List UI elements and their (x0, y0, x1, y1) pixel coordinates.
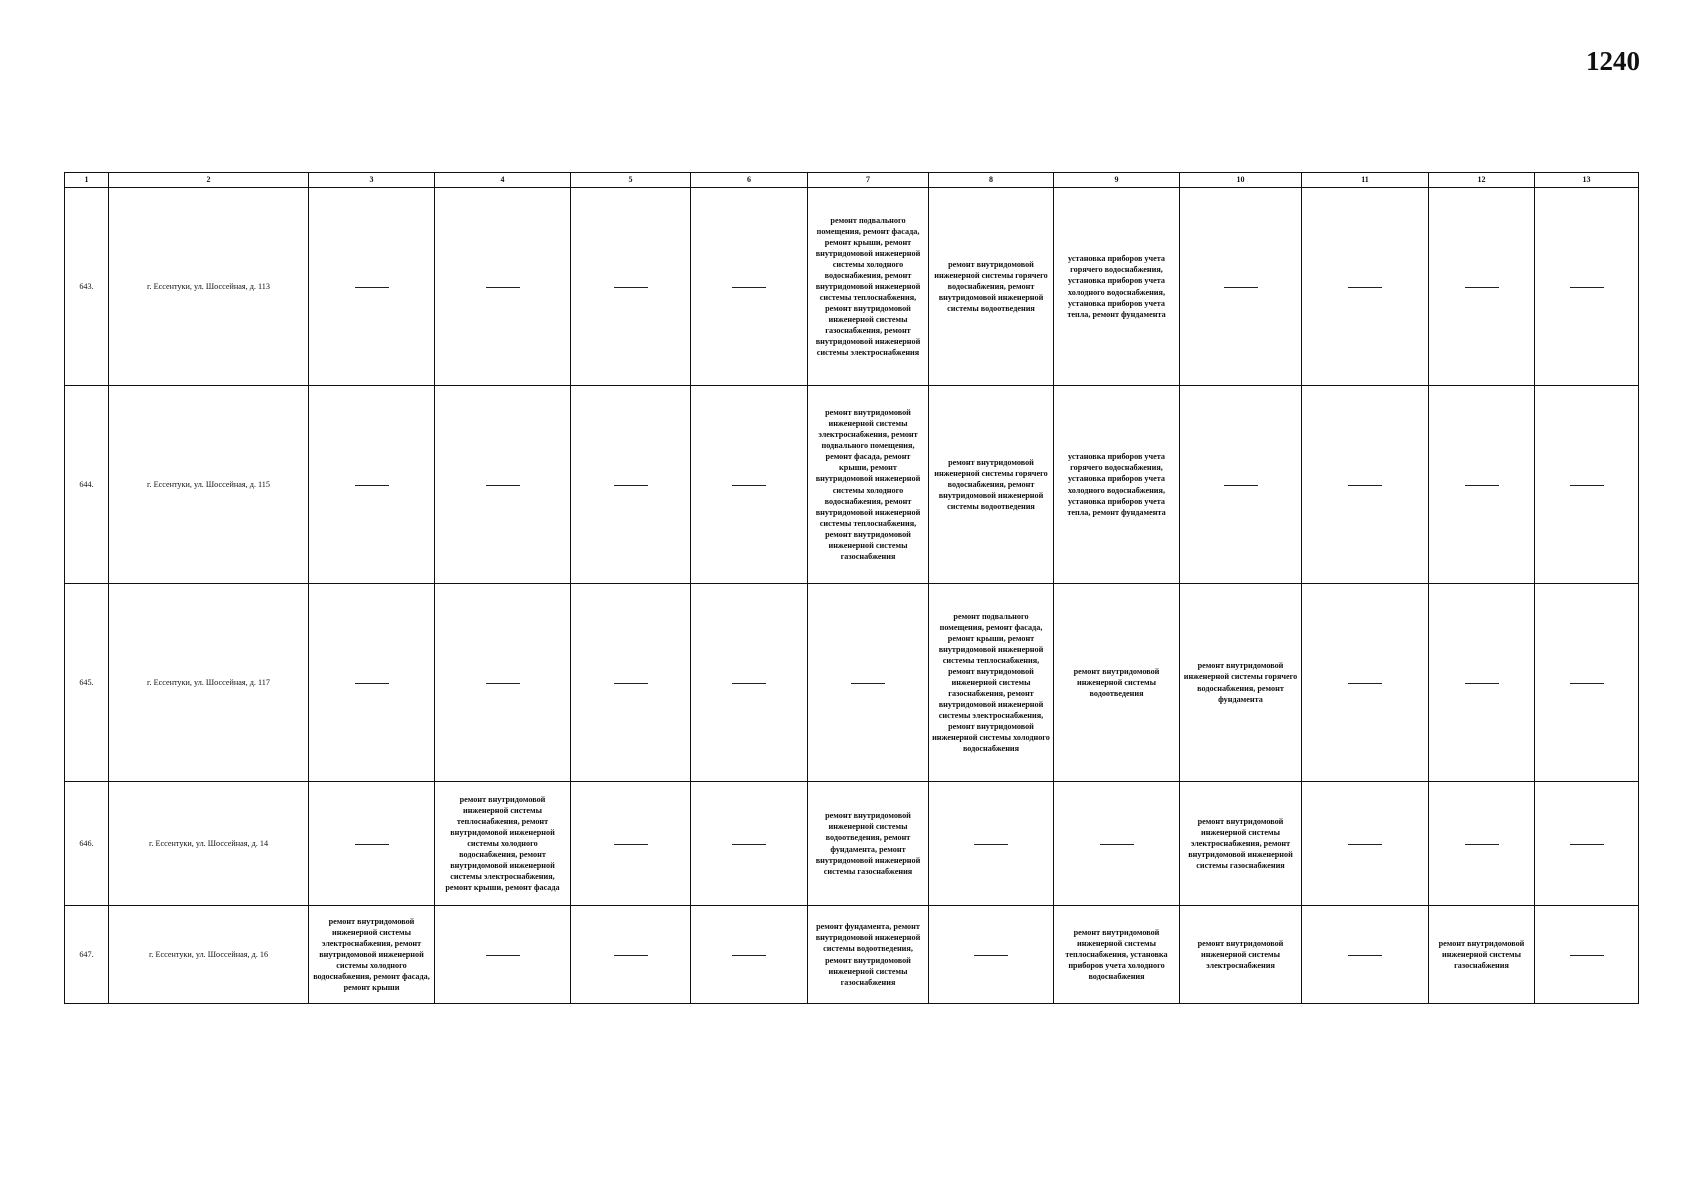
dash-mark (974, 844, 1008, 845)
empty-cell (1535, 906, 1639, 1004)
work-description-cell: ремонт подвального помещения, ремонт фасада, ремонт крыши, ремонт внутридомовой инженерной системы холодного водоснабжения, ремонт внутридомовой инженерной системы теплоснабжения, ремонт внутридомовой инженерной системы газоснабжения, ремонт внутридомовой инженерной системы электроснабжения (808, 188, 929, 386)
dash-mark (851, 683, 885, 684)
dash-mark (1348, 287, 1382, 288)
row-number: 644. (65, 386, 109, 584)
dash-mark (1348, 955, 1382, 956)
dash-mark (614, 287, 648, 288)
empty-cell (691, 386, 808, 584)
empty-cell (571, 386, 691, 584)
empty-cell (1180, 188, 1302, 386)
dash-mark (355, 683, 389, 684)
empty-cell (309, 584, 435, 782)
empty-cell (1302, 386, 1429, 584)
empty-cell (571, 906, 691, 1004)
dash-mark (486, 287, 520, 288)
dash-mark (732, 683, 766, 684)
address-cell: г. Ессентуки, ул. Шоссейная, д. 115 (109, 386, 309, 584)
dash-mark (1348, 485, 1382, 486)
empty-cell (808, 584, 929, 782)
column-number: 9 (1054, 173, 1180, 188)
work-description-cell: ремонт внутридомовой инженерной системы электроснабжения (1180, 906, 1302, 1004)
address-cell: г. Ессентуки, ул. Шоссейная, д. 16 (109, 906, 309, 1004)
work-description-cell: установка приборов учета горячего водоснабжения, установка приборов учета холодного водоснабжения, установка приборов учета тепла, ремонт фундамента (1054, 386, 1180, 584)
row-number: 645. (65, 584, 109, 782)
empty-cell (1429, 584, 1535, 782)
empty-cell (1302, 584, 1429, 782)
repair-schedule-table (64, 172, 1639, 1004)
work-description-cell: установка приборов учета горячего водоснабжения, установка приборов учета холодного водоснабжения, установка приборов учета тепла, ремонт фундамента (1054, 188, 1180, 386)
dash-mark (1570, 955, 1604, 956)
work-description-cell: ремонт фундамента, ремонт внутридомовой инженерной системы водоотведения, ремонт внутридомовой инженерной системы газоснабжения (808, 906, 929, 1004)
empty-cell (309, 386, 435, 584)
column-number: 10 (1180, 173, 1302, 188)
table-row (65, 584, 1639, 782)
column-number: 8 (929, 173, 1054, 188)
work-description-cell: ремонт внутридомовой инженерной системы горячего водоснабжения, ремонт внутридомовой инженерной системы водоотведения (929, 386, 1054, 584)
column-number: 4 (435, 173, 571, 188)
dash-mark (1465, 485, 1499, 486)
work-description-cell: ремонт внутридомовой инженерной системы водоотведения (1054, 584, 1180, 782)
empty-cell (1535, 386, 1639, 584)
page-number: 1240 (1586, 46, 1640, 76)
dash-mark (614, 955, 648, 956)
column-number: 6 (691, 173, 808, 188)
dash-mark (1570, 287, 1604, 288)
empty-cell (691, 584, 808, 782)
column-number: 13 (1535, 173, 1639, 188)
dash-mark (486, 485, 520, 486)
dash-mark (486, 683, 520, 684)
column-number: 1 (65, 173, 109, 188)
empty-cell (929, 782, 1054, 906)
dash-mark (355, 287, 389, 288)
work-description-cell: ремонт внутридомовой инженерной системы горячего водоснабжения, ремонт фундамента (1180, 584, 1302, 782)
empty-cell (435, 584, 571, 782)
empty-cell (1054, 782, 1180, 906)
table-row (65, 782, 1639, 906)
empty-cell (571, 584, 691, 782)
empty-cell (691, 782, 808, 906)
column-number: 5 (571, 173, 691, 188)
dash-mark (614, 683, 648, 684)
table-row (65, 906, 1639, 1004)
address-cell: г. Ессентуки, ул. Шоссейная, д. 117 (109, 584, 309, 782)
row-number: 646. (65, 782, 109, 906)
dash-mark (1570, 485, 1604, 486)
work-description-cell: ремонт внутридомовой инженерной системы водоотведения, ремонт фундамента, ремонт внутридомовой инженерной системы газоснабжения (808, 782, 929, 906)
work-description-cell: ремонт подвального помещения, ремонт фасада, ремонт крыши, ремонт внутридомовой инженерной системы теплоснабжения, ремонт внутридомовой инженерной системы газоснабжения, ремонт внутридомовой инженерной системы электроснабжения, ремонт внутридомовой инженерной системы холодного водоснабжения (929, 584, 1054, 782)
empty-cell (1535, 782, 1639, 906)
address-cell: г. Ессентуки, ул. Шоссейная, д. 14 (109, 782, 309, 906)
empty-cell (571, 188, 691, 386)
empty-cell (1302, 782, 1429, 906)
empty-cell (309, 782, 435, 906)
dash-mark (1570, 683, 1604, 684)
empty-cell (1429, 782, 1535, 906)
empty-cell (1535, 188, 1639, 386)
empty-cell (1429, 386, 1535, 584)
work-description-cell: ремонт внутридомовой инженерной системы газоснабжения (1429, 906, 1535, 1004)
column-number-row (65, 173, 1639, 188)
work-description-cell: ремонт внутридомовой инженерной системы горячего водоснабжения, ремонт внутридомовой инженерной системы водоотведения (929, 188, 1054, 386)
dash-mark (1224, 287, 1258, 288)
dash-mark (1465, 683, 1499, 684)
empty-cell (1429, 188, 1535, 386)
empty-cell (309, 188, 435, 386)
work-description-cell: ремонт внутридомовой инженерной системы теплоснабжения, установка приборов учета холодного водоснабжения (1054, 906, 1180, 1004)
column-number: 3 (309, 173, 435, 188)
empty-cell (1302, 188, 1429, 386)
row-number: 643. (65, 188, 109, 386)
dash-mark (1465, 287, 1499, 288)
column-number: 2 (109, 173, 309, 188)
column-number: 12 (1429, 173, 1535, 188)
empty-cell (571, 782, 691, 906)
dash-mark (732, 844, 766, 845)
dash-mark (1465, 844, 1499, 845)
row-number: 647. (65, 906, 109, 1004)
empty-cell (435, 188, 571, 386)
dash-mark (1570, 844, 1604, 845)
dash-mark (486, 955, 520, 956)
dash-mark (732, 955, 766, 956)
dash-mark (614, 844, 648, 845)
dash-mark (732, 287, 766, 288)
column-number: 7 (808, 173, 929, 188)
dash-mark (355, 485, 389, 486)
empty-cell (929, 906, 1054, 1004)
empty-cell (1302, 906, 1429, 1004)
empty-cell (691, 188, 808, 386)
dash-mark (1348, 844, 1382, 845)
work-description-cell: ремонт внутридомовой инженерной системы теплоснабжения, ремонт внутридомовой инженерной системы холодного водоснабжения, ремонт внутридомовой инженерной системы электроснабжения, ремонт крыши, ремонт фасада (435, 782, 571, 906)
table-row (65, 386, 1639, 584)
work-description-cell: ремонт внутридомовой инженерной системы электроснабжения, ремонт внутридомовой инженерной системы газоснабжения (1180, 782, 1302, 906)
dash-mark (355, 844, 389, 845)
dash-mark (614, 485, 648, 486)
empty-cell (435, 906, 571, 1004)
dash-mark (732, 485, 766, 486)
empty-cell (1535, 584, 1639, 782)
dash-mark (974, 955, 1008, 956)
table-row (65, 188, 1639, 386)
column-number: 11 (1302, 173, 1429, 188)
dash-mark (1100, 844, 1134, 845)
address-cell: г. Ессентуки, ул. Шоссейная, д. 113 (109, 188, 309, 386)
work-description-cell: ремонт внутридомовой инженерной системы электроснабжения, ремонт внутридомовой инженерной системы холодного водоснабжения, ремонт фасада, ремонт крыши (309, 906, 435, 1004)
empty-cell (1180, 386, 1302, 584)
empty-cell (691, 906, 808, 1004)
dash-mark (1224, 485, 1258, 486)
work-description-cell: ремонт внутридомовой инженерной системы электроснабжения, ремонт подвального помещения, ремонт фасада, ремонт крыши, ремонт внутридомовой инженерной системы холодного водоснабжения, ремонт внутридомовой инженерной системы теплоснабжения, ремонт внутридомовой инженерной системы газоснабжения (808, 386, 929, 584)
empty-cell (435, 386, 571, 584)
dash-mark (1348, 683, 1382, 684)
